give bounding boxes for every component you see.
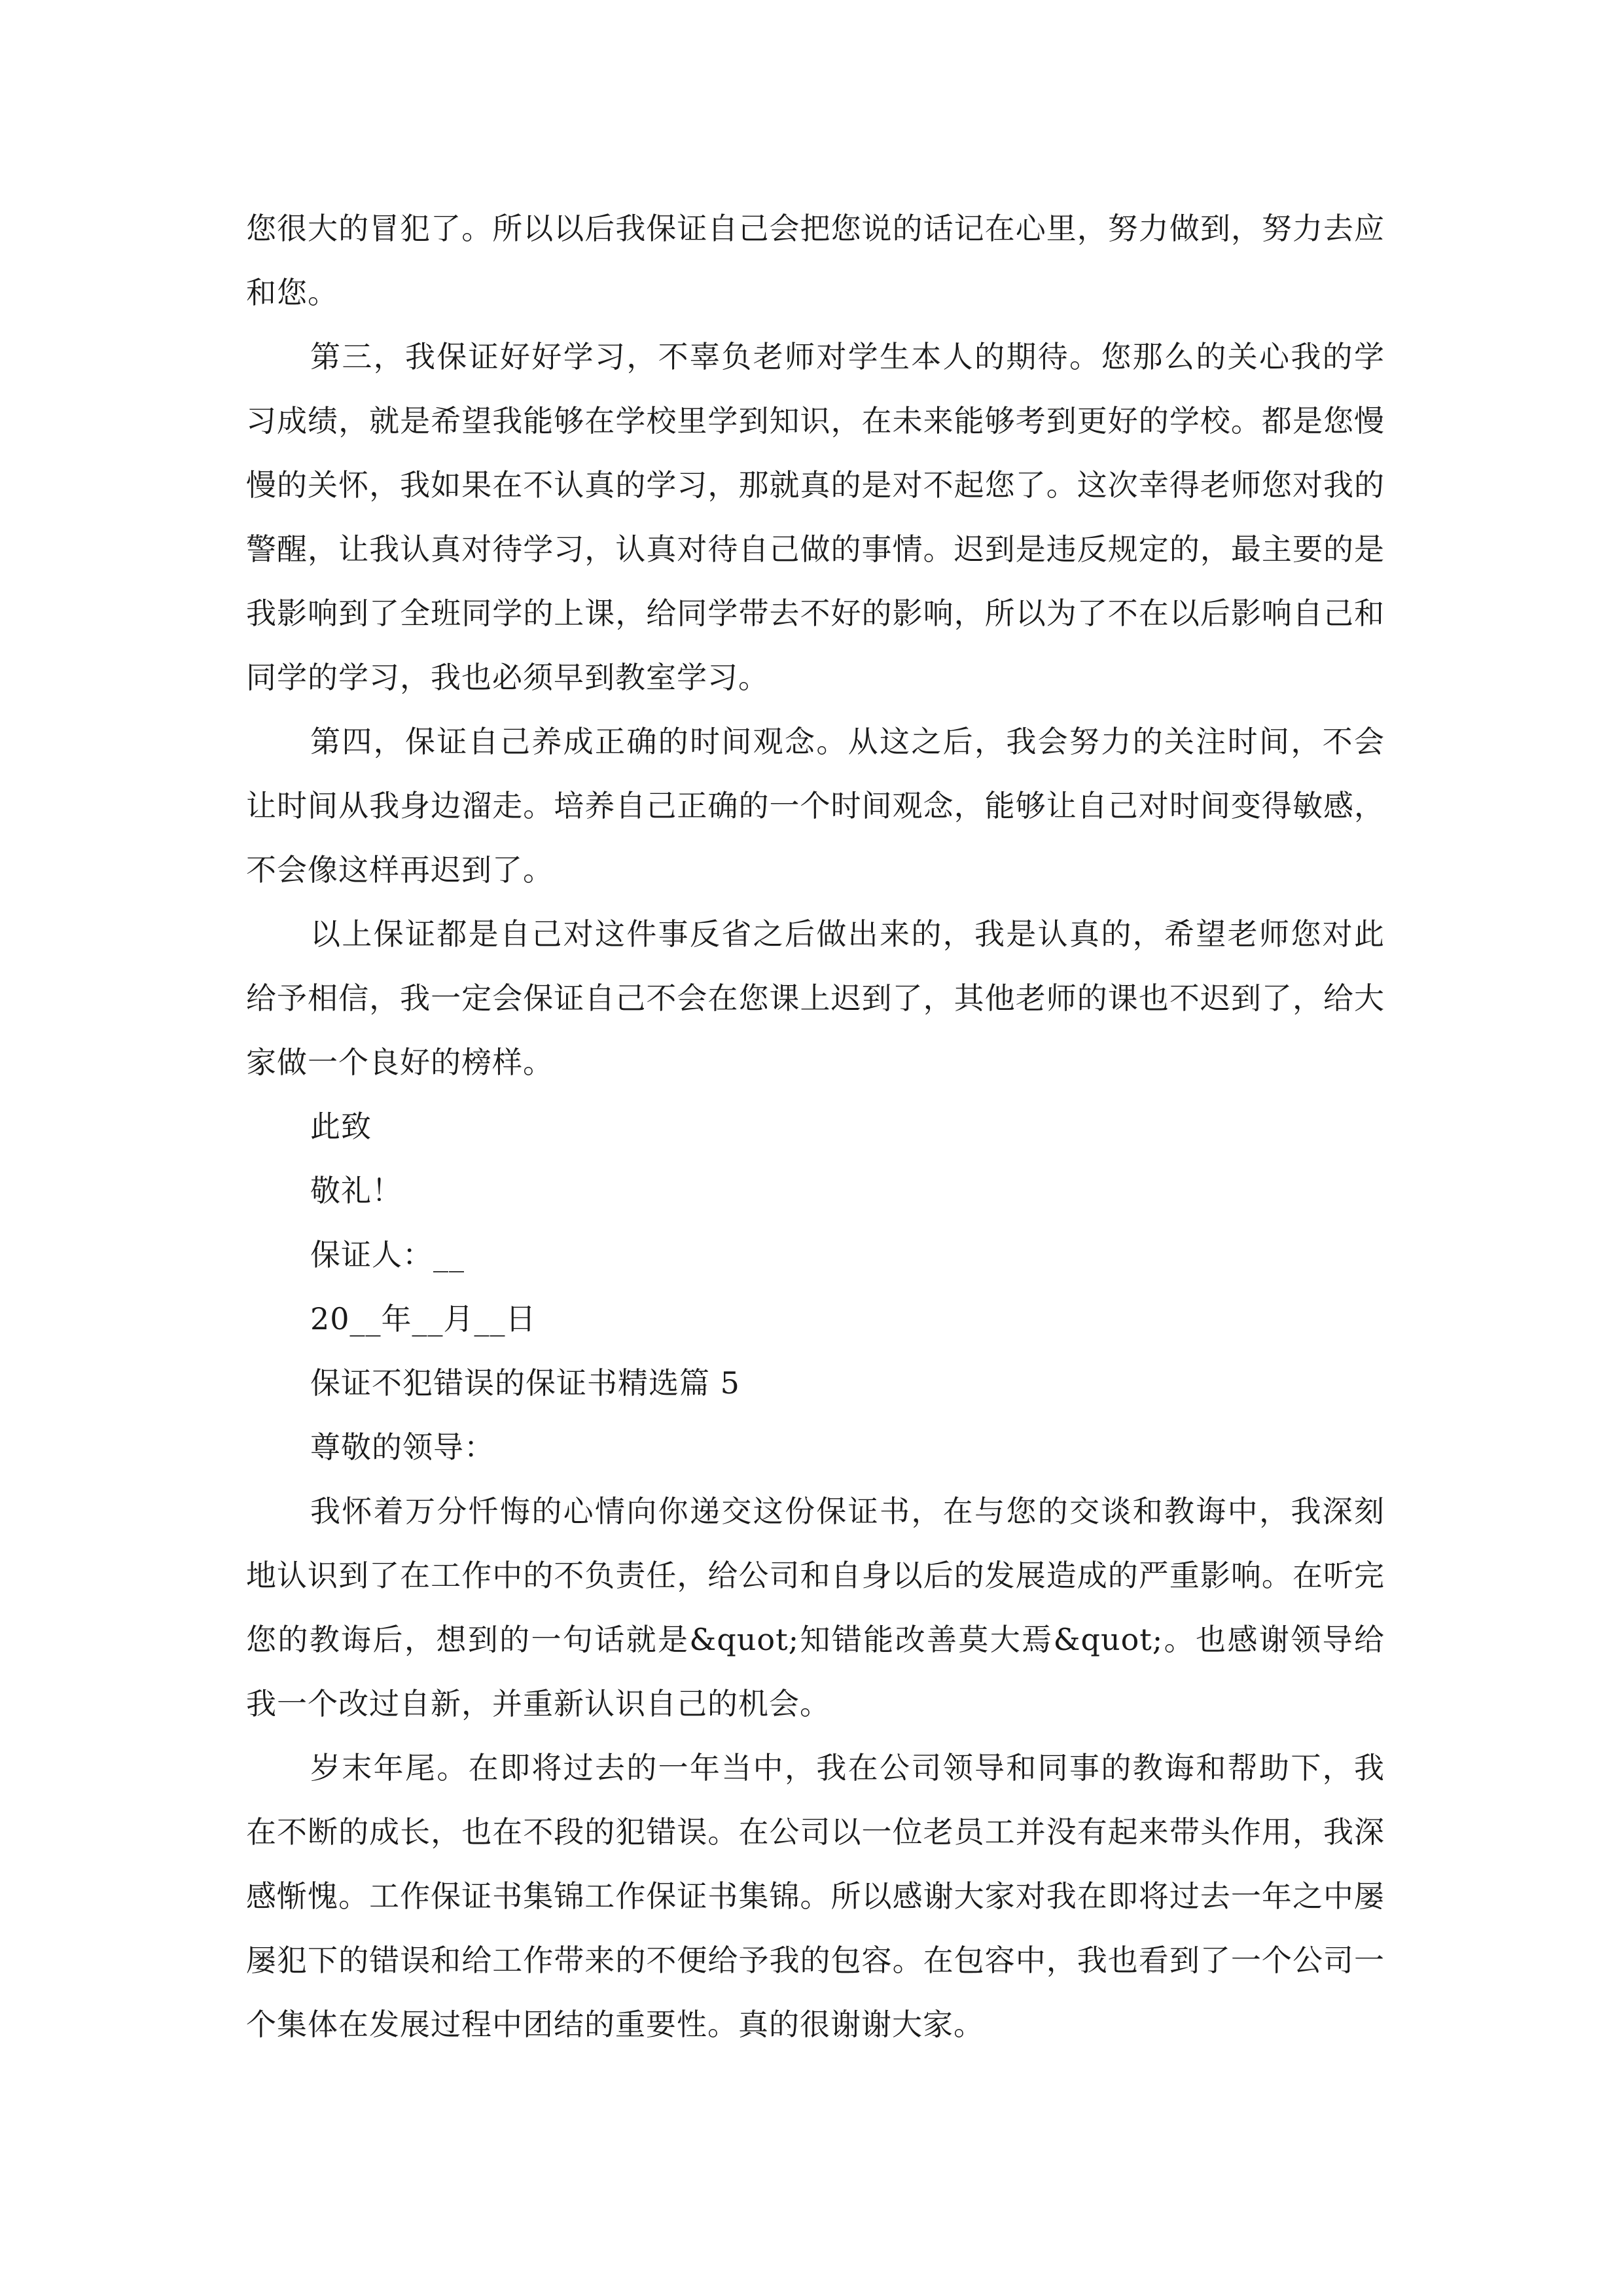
paragraph-apology: 我怀着万分忏悔的心情向你递交这份保证书，在与您的交谈和教诲中，我深刻地认识到了在工作中的不负责任，给公司和自身以后的发展造成的严重影响。在听完您的教诲后，想到的一句话就是&quot;知错能改善莫大焉&quot;。也感谢领导给我一个改过自新，并重新认识自己的机会。 — [246, 1494, 1385, 1721]
paragraph-year-end: 岁末年尾。在即将过去的一年当中，我在公司领导和同事的教诲和帮助下，我在不断的成长，也在不段的犯错误。在公司以一位老员工并没有起来带头作用，我深感惭愧。工作保证书集锦工作保证书集锦。所以感谢大家对我在即将过去一年之中屡屡犯下的错误和给工作带来的不便给予我的包容。在包容中，我也看到了一个公司一个集体在发展过程中团结的重要性。真的很谢谢大家。 — [246, 1750, 1385, 2042]
signer-line: 保证人：__ — [310, 1237, 465, 1272]
paragraph-continuation: 您很大的冒犯了。所以以后我保证自己会把您说的话记在心里，努力做到，努力去应和您。 — [246, 211, 1385, 310]
paragraph-summary: 以上保证都是自己对这件事反省之后做出来的，我是认真的，希望老师您对此给予相信，我一定会保证自己不会在您课上迟到了，其他老师的课也不迟到了，给大家做一个良好的榜样。 — [246, 916, 1385, 1080]
document-body — [246, 196, 1385, 2056]
salutation: 尊敬的领导： — [310, 1429, 495, 1465]
closing-line-1: 此致 — [310, 1109, 372, 1144]
paragraph-third-point: 第三，我保证好好学习，不辜负老师对学生本人的期待。您那么的关心我的学习成绩，就是希望我能够在学校里学到知识，在未来能够考到更好的学校。都是您慢慢的关怀，我如果在不认真的学习，那就真的是对不起您了。这次幸得老师您对我的警醒，让我认真对待学习，认真对待自己做的事情。迟到是违反规定的，最主要的是我影响到了全班同学的上课，给同学带去不好的影响，所以为了不在以后影响自己和同学的学习，我也必须早到教室学习。 — [246, 339, 1385, 695]
date-line: 20__年__月__日 — [310, 1301, 537, 1336]
closing-line-2: 敬礼！ — [310, 1173, 402, 1208]
paragraph-fourth-point: 第四，保证自己养成正确的时间观念。从这之后，我会努力的关注时间，不会让时间从我身边溜走。培养自己正确的一个时间观念，能够让自己对时间变得敏感，不会像这样再迟到了。 — [246, 724, 1385, 888]
section-title: 保证不犯错误的保证书精选篇 5 — [310, 1365, 740, 1401]
